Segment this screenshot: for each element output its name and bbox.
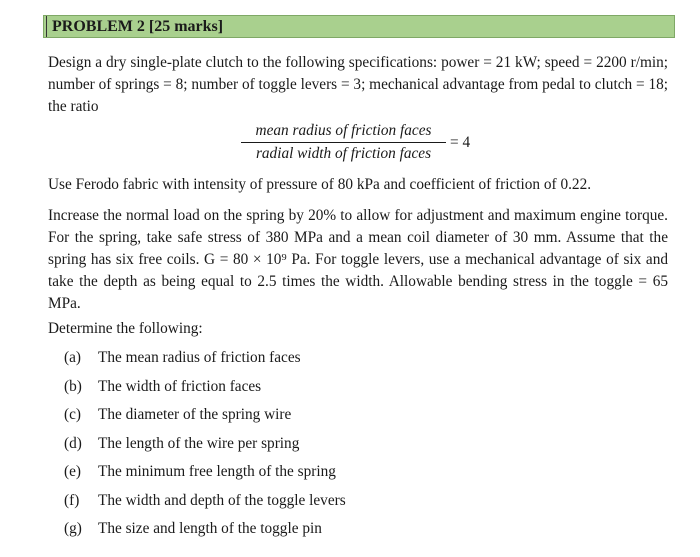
item-text: The width of friction faces [98, 377, 262, 395]
details-paragraph: Increase the normal load on the spring by 20% to allow for adjustment and maximum engine torque. For the spring, take safe stress of 380 MPa and a mean coil diameter of 30 mm. Assume that the spring has six free coils. G = 80 × 10⁹ Pa. For toggle levers, use a mechanical advantage of six and take the depth as being equal to 2.5 times the width. Allowable bending stress in the toggle = 65 MPa. [48, 207, 668, 312]
item-marker: (g) [64, 520, 82, 537]
item-marker: (e) [64, 463, 81, 480]
intro-paragraph: Design a dry single-plate clutch to the following specifications: power = 21 kW; speed = 2200 r/min; number of springs = 8; number of toggle levers = 3; mechanical advantage from pedal to clutch = 18; the ratio [48, 54, 668, 115]
item-text: The minimum free length of the spring [98, 463, 336, 480]
list-item [64, 461, 346, 490]
ratio-fraction [241, 120, 446, 165]
list-item [64, 433, 346, 462]
item-text: The diameter of the spring wire [98, 406, 292, 423]
task-list [64, 347, 346, 547]
item-text: The mean radius of friction faces [98, 349, 301, 366]
header-rule [46, 16, 47, 37]
problem-header [43, 15, 675, 38]
item-marker: (c) [64, 406, 81, 423]
item-marker: (f) [64, 491, 80, 509]
item-text: The length of the wire per spring [98, 434, 300, 452]
list-item [64, 518, 346, 547]
fraction-value: = 4 [450, 134, 471, 151]
list-item [64, 404, 346, 433]
list-item [64, 347, 346, 376]
problem-title: PROBLEM 2 [25 marks] [52, 18, 224, 35]
item-marker: (a) [64, 349, 81, 366]
material-paragraph: Use Ferodo fabric with intensity of pressure of 80 kPa and coefficient of friction of 0.22. [48, 176, 592, 193]
item-marker: (d) [64, 434, 82, 452]
fraction-denominator: radial width of friction faces [255, 145, 432, 162]
list-item [64, 490, 346, 519]
list-item [64, 376, 346, 405]
item-text: The width and depth of the toggle levers [98, 491, 346, 509]
item-text: The size and length of the toggle pin [98, 520, 322, 537]
determine-heading: Determine the following: [48, 320, 203, 337]
item-marker: (b) [64, 377, 82, 395]
fraction-numerator: mean radius of friction faces [255, 122, 432, 139]
